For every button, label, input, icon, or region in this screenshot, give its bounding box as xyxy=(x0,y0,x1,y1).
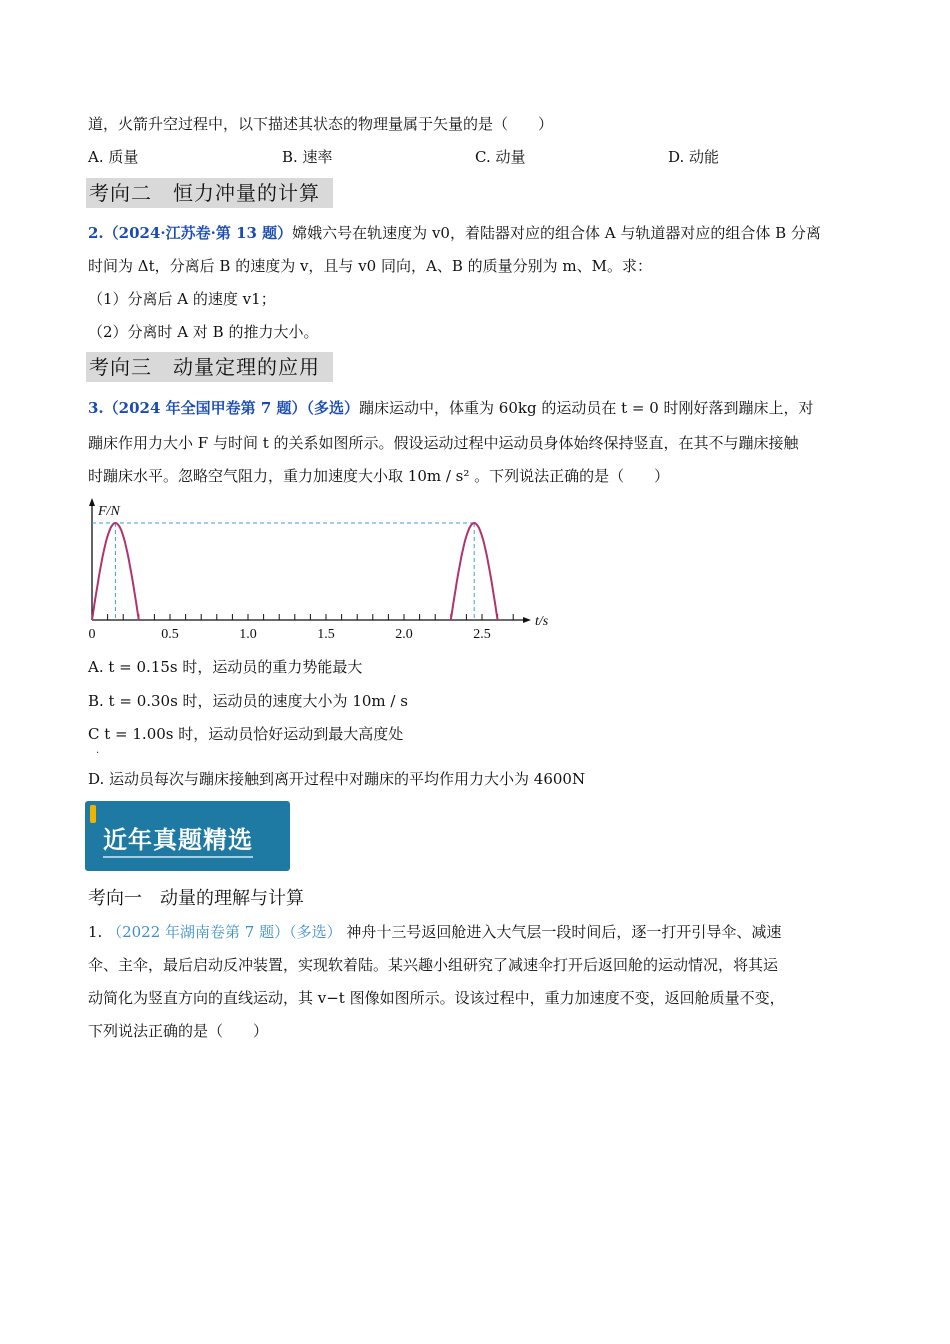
q3-option-d[interactable]: D. 运动员每次与蹦床接触到离开过程中对蹦床的平均作用力大小为 4600N xyxy=(88,770,586,788)
real-question-1-line3: 动简化为竖直方向的直线运动，其 v−t 图像如图所示。设该过程中，重力加速度不变，返回舱质量不变， xyxy=(88,989,785,1007)
q1-option-c[interactable]: C. 动量 xyxy=(475,148,526,166)
real-question-1-line1 xyxy=(88,922,781,942)
x-tick-label: 1.0 xyxy=(239,627,257,642)
force-time-chart xyxy=(80,494,570,649)
x-tick-label: 2.0 xyxy=(395,627,413,642)
section-heading-impulse: 考向二 恒力冲量的计算 xyxy=(86,178,333,208)
y-axis-label: F/N xyxy=(98,504,120,519)
y-axis-arrow xyxy=(89,498,95,506)
section-heading-momentum-understanding: 考向一 动量的理解与计算 xyxy=(88,888,304,909)
q3-option-c[interactable]: C t = 1.00s 时，运动员恰好运动到最大高度处 xyxy=(88,725,404,743)
banner-title: 近年真题精选 xyxy=(103,820,253,858)
x-tick-label: 2.5 xyxy=(473,627,491,642)
q1-option-a[interactable]: A. 质量 xyxy=(88,148,139,166)
question-2-line1 xyxy=(88,223,821,243)
question-2-subq1: （1）分离后 A 的速度 v1； xyxy=(88,290,276,308)
q1-option-b[interactable]: B. 速率 xyxy=(282,148,333,166)
q3-option-b[interactable]: B. t = 0.30s 时，运动员的速度大小为 10m / s xyxy=(88,692,408,710)
x-tick-label: 1.5 xyxy=(317,627,335,642)
x-axis-arrow xyxy=(523,617,531,623)
x-axis-label: t/s xyxy=(535,614,549,629)
question-3-source: 3.（2024 年全国甲卷第 7 题）（多选） xyxy=(88,399,360,417)
q1-option-d[interactable]: D. 动能 xyxy=(668,148,720,166)
question-3-line3: 时蹦床水平。忽略空气阻力，重力加速度大小取 10m / s² 。下列说法正确的是（ ） xyxy=(88,467,670,485)
question-1-stem: 道，火箭升空过程中，以下描述其状态的物理量属于矢量的是（ ） xyxy=(88,115,554,133)
banner-accent xyxy=(90,805,96,823)
real-question-1-number: 1. xyxy=(88,923,103,941)
question-3-line1 xyxy=(88,398,814,418)
question-2-source: 2.（2024·江苏卷·第 13 题） xyxy=(88,224,293,242)
real-question-1-text1: 神舟十三号返回舱进入大气层一段时间后，逐一打开引导伞、减速 xyxy=(346,923,782,941)
real-question-1-line4: 下列说法正确的是（ ） xyxy=(88,1022,269,1040)
real-question-1-source: （2022 年湖南卷第 7 题）（多选） xyxy=(107,923,342,941)
section-heading-momentum-theorem: 考向三 动量定理的应用 xyxy=(86,352,333,382)
stray-dot: . xyxy=(96,745,100,756)
question-3-line2: 蹦床作用力大小 F 与时间 t 的关系如图所示。假设运动过程中运动员身体始终保持竖直，在其不与蹦床接触 xyxy=(88,434,799,452)
question-2-text1: 嫦娥六号在轨速度为 v0，着陆器对应的组合体 A 与轨道器对应的组合体 B 分离 xyxy=(292,224,821,242)
question-2-line2: 时间为 Δt，分离后 B 的速度为 v，且与 v0 同向，A、B 的质量分别为 m、M。求： xyxy=(88,257,652,275)
x-tick-label: 0.5 xyxy=(161,627,179,642)
q3-option-a[interactable]: A. t = 0.15s 时，运动员的重力势能最大 xyxy=(88,658,363,676)
question-3-text1: 蹦床运动中，体重为 60kg 的运动员在 t = 0 时刚好落到蹦床上，对 xyxy=(359,399,814,417)
section-banner xyxy=(85,801,290,871)
x-tick-label: 0 xyxy=(88,627,96,642)
real-question-1-line2: 伞、主伞，最后启动反冲装置，实现软着陆。某兴趣小组研究了减速伞打开后返回舱的运动情况，将其运 xyxy=(88,956,779,974)
question-2-subq2: （2）分离时 A 对 B 的推力大小。 xyxy=(88,323,319,341)
